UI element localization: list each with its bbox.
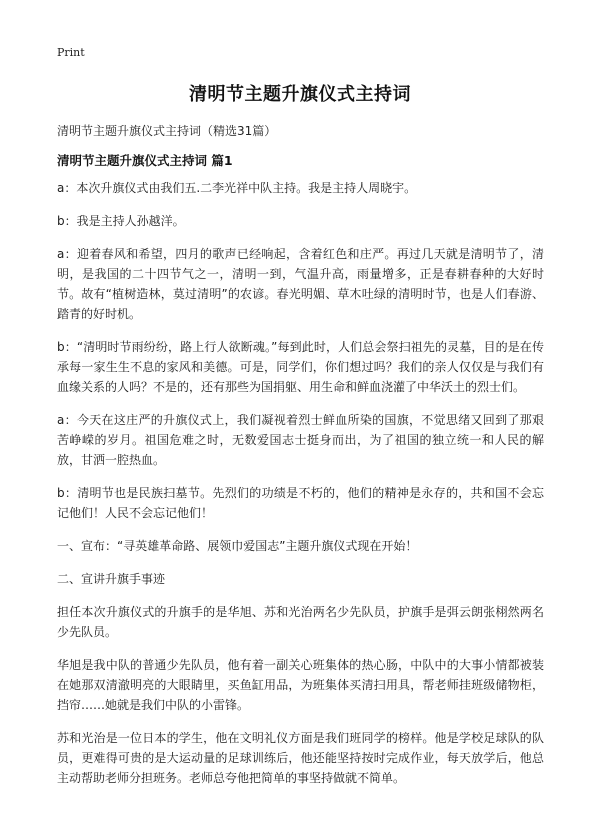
paragraph: 担任本次升旗仪式的升旗手的是华旭、苏和光治两名少先队员，护旗手是弭云朗张栩然两名少先队员。 [57, 605, 544, 639]
paragraph: b：清明节也是民族扫墓节。先烈们的功绩是不朽的，他们的精神是永存的，共和国不会忘记他们！人民不会忘记他们！ [57, 486, 544, 520]
paragraph: a：迎着春风和希望，四月的歌声已经响起，含着红色和庄严。再过几天就是清明节了，清明，是我国的二十四节气之一，清明一到，气温升高，雨量增多，正是春耕春种的大好时节。故有“植树造林，莫过清明”的农谚。春光明媚、草木吐绿的清明时节，也是人们春游、踏青的好时机。 [57, 247, 544, 321]
document-body [57, 178, 544, 801]
paragraph: 华旭是我中队的普通少先队员，他有着一副关心班集体的热心肠，中队中的大事小情都被装在她那双清澈明亮的大眼睛里，买鱼缸用品，为班集体买清扫用具，帮老师挂班级储物柜，挡帘……她就是我们中队的小雷锋。 [57, 658, 544, 712]
paragraph: a：今天在这庄严的升旗仪式上，我们凝视着烈士鲜血所染的国旗，不觉思绪又回到了那艰苦峥嵘的岁月。祖国危难之时，无数爱国志士挺身而出，为了祖国的独立统一和人民的解放，甘洒一腔热血。 [57, 413, 544, 467]
paragraph: b：我是主持人孙越洋。 [57, 214, 185, 228]
section-heading: 清明节主题升旗仪式主持词 篇1 [57, 153, 233, 168]
document-subtitle: 清明节主题升旗仪式主持词（精选31篇） [57, 124, 277, 138]
page-title: 清明节主题升旗仪式主持词 [189, 84, 411, 105]
paragraph: 二、宣讲升旗手事迹 [57, 572, 166, 586]
paragraph: 苏和光治是一位日本的学生，他在文明礼仪方面是我们班同学的榜样。他是学校足球队的队员，更难得可贵的是大运动量的足球训练后，他还能坚持按时完成作业，每天放学后，他总主动帮助老师分担班务。老师总夸他把简单的事坚持做就不简单。 [57, 731, 544, 785]
paragraph: a：本次升旗仪式由我们五.二李光祥中队主持。我是主持人周晓宇。 [57, 181, 417, 195]
paragraph: 一、宣布：“寻英雄革命路、展领巾爱国志”主题升旗仪式现在开始！ [57, 539, 418, 553]
print-label[interactable]: Print [57, 46, 85, 59]
paragraph: b：“清明时节雨纷纷，路上行人欲断魂。”每到此时，人们总会祭扫祖先的灵墓，目的是在传承每一家生生不息的家风和美德。可是，同学们，你们想过吗？我们的亲人仅仅是与我们有血缘关系的人吗？不是的，还有那些为国捐躯、用生命和鲜血浇灌了中华沃土的烈士们。 [57, 340, 544, 394]
